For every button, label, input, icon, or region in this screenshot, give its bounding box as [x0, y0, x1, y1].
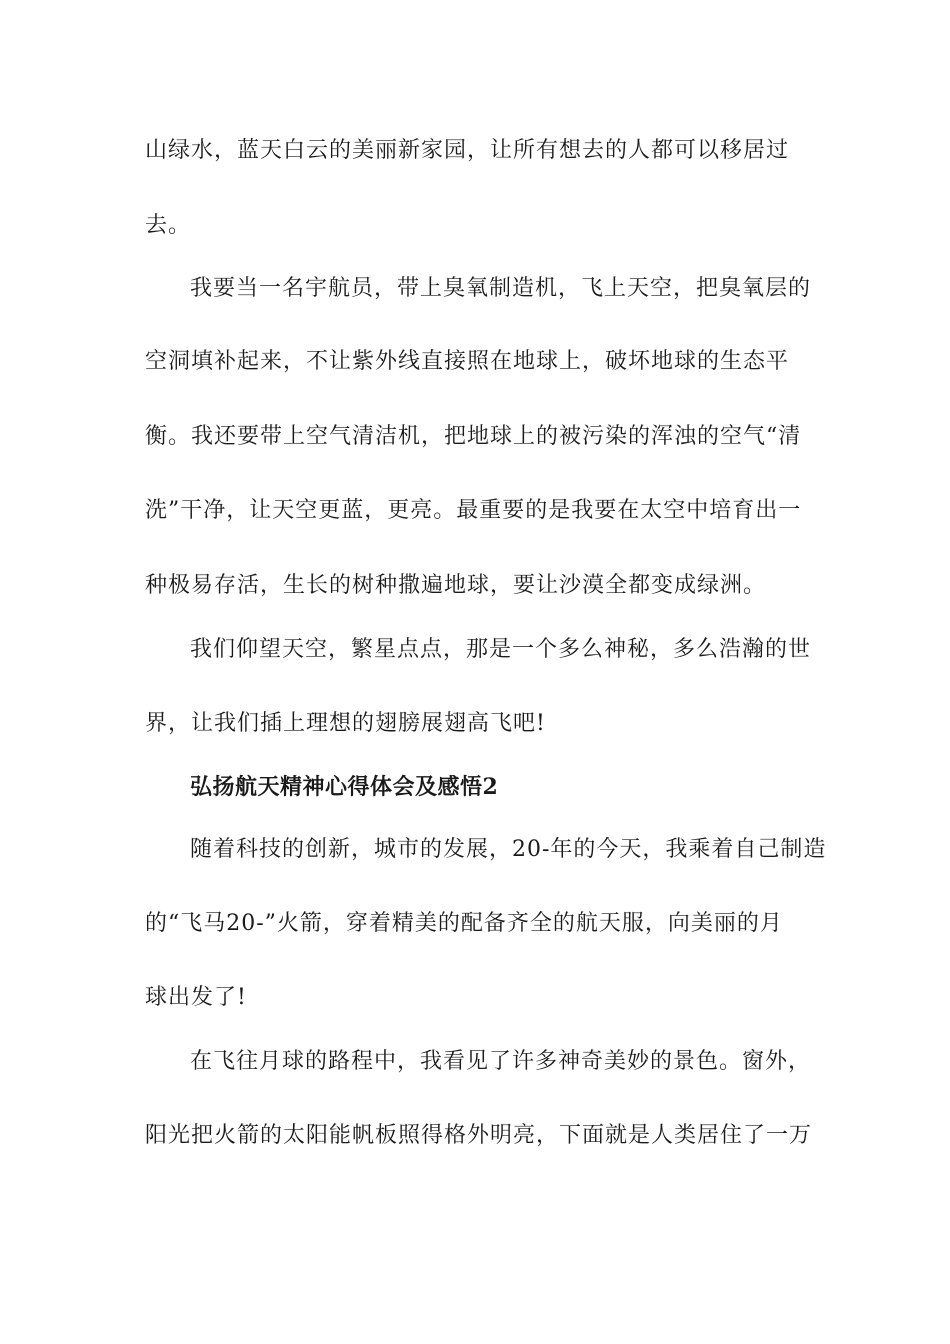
body-text-line: 去。 — [145, 213, 192, 238]
body-text-line: 的“飞马20-”火箭，穿着精美的配备齐全的航天服，向美丽的月 — [145, 911, 783, 936]
body-text-line: 空洞填补起来，不让紫外线直接照在地球上，破坏地球的生态平 — [145, 349, 790, 374]
body-text-line: 界，让我们插上理想的翅膀展翅高飞吧! — [145, 711, 546, 736]
body-text-line: 衡。我还要带上空气清洁机，把地球上的被污染的浑浊的空气“清 — [145, 424, 802, 449]
paragraph-start-line: 在飞往月球的路程中，我看见了许多神奇美妙的景色。窗外， — [190, 1049, 812, 1074]
body-text-line: 种极易存活，生长的树种撒遍地球，要让沙漠全都变成绿洲。 — [145, 573, 767, 598]
paragraph-start-line: 我要当一名宇航员，带上臭氧制造机，飞上天空，把臭氧层的 — [190, 276, 812, 301]
body-text-line: 洗”干净，让天空更蓝，更亮。最重要的是我要在太空中培育出一 — [145, 498, 802, 523]
paragraph-start-line: 随着科技的创新，城市的发展，20-年的今天，我乘着自己制造 — [190, 837, 827, 862]
section-heading: 弘扬航天精神心得体会及感悟2 — [190, 774, 499, 800]
body-text-line: 阳光把火箭的太阳能帆板照得格外明亮，下面就是人类居住了一万 — [145, 1123, 813, 1148]
body-text-line: 球出发了! — [145, 985, 247, 1010]
body-text-line: 山绿水，蓝天白云的美丽新家园，让所有想去的人都可以移居过 — [145, 138, 790, 163]
paragraph-start-line: 我们仰望天空，繁星点点，那是一个多么神秘，多么浩瀚的世 — [190, 637, 812, 662]
